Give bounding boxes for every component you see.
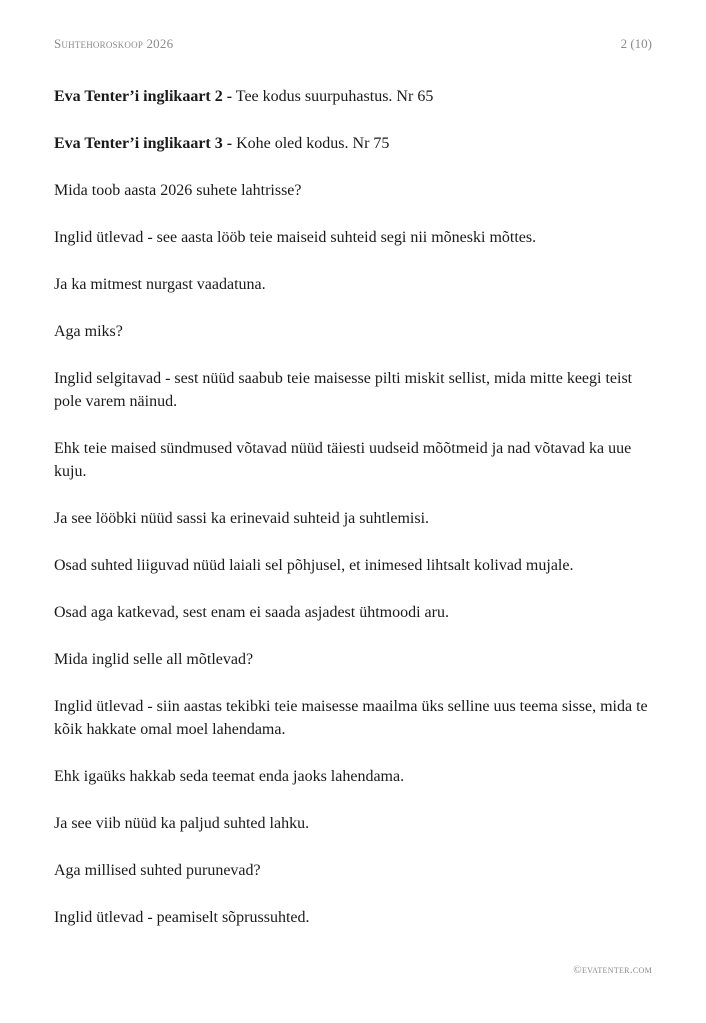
paragraph: Inglid ütlevad - siin aastas tekibki teie maisesse maailma üks selline uus teema sisse, mida te kõik hakkate omal moel lahendama. — [54, 698, 648, 738]
paragraph: Inglid ütlevad - peamiselt sõprussuhted. — [54, 909, 310, 926]
paragraph: Aga miks? — [54, 323, 123, 340]
paragraph: Osad suhted liiguvad nüüd laiali sel põhjusel, et inimesed lihtsalt kolivad mujale. — [54, 557, 574, 574]
paragraph: Aga millised suhted purunevad? — [54, 862, 261, 879]
angel-card-2-label: Eva Tenter’i inglikaart 2 - — [54, 88, 233, 105]
page-header — [54, 36, 652, 54]
paragraph: Osad aga katkevad, sest enam ei saada asjadest ühtmoodi aru. — [54, 604, 449, 621]
paragraph: Mida inglid selle all mõtlevad? — [54, 651, 254, 668]
paragraph: Ehk teie maised sündmused võtavad nüüd täiesti uudseid mõõtmeid ja nad võtavad ka uue kuju. — [54, 440, 632, 480]
document-body — [54, 85, 656, 953]
angel-card-2 — [54, 85, 656, 108]
document-title: Suhtehoroskoop 2026 — [54, 36, 174, 51]
copyright-footer: ©evatenter.com — [573, 964, 652, 976]
angel-card-3 — [54, 132, 656, 155]
paragraph: Ja ka mitmest nurgast vaadatuna. — [54, 276, 266, 293]
paragraph: Inglid selgitavad - sest nüüd saabub teie maisesse pilti miskit sellist, mida mitte keegi teist pole varem näinud. — [54, 370, 633, 410]
paragraph: Ja see lööbki nüüd sassi ka erinevaid suhteid ja suhtlemisi. — [54, 510, 430, 527]
paragraph: Ehk igaüks hakkab seda teemat enda jaoks lahendama. — [54, 768, 405, 785]
paragraph: Mida toob aasta 2026 suhete lahtrisse? — [54, 182, 302, 199]
page-number: 2 (10) — [620, 36, 652, 51]
angel-card-2-text: Tee kodus suurpuhastus. Nr 65 — [232, 88, 434, 105]
paragraph: Inglid ütlevad - see aasta lööb teie maiseid suhteid segi nii mõneski mõttes. — [54, 229, 537, 246]
angel-card-3-text: Kohe oled kodus. Nr 75 — [232, 135, 390, 152]
angel-card-3-label: Eva Tenter’i inglikaart 3 - — [54, 135, 233, 152]
paragraph: Ja see viib nüüd ka paljud suhted lahku. — [54, 815, 310, 832]
